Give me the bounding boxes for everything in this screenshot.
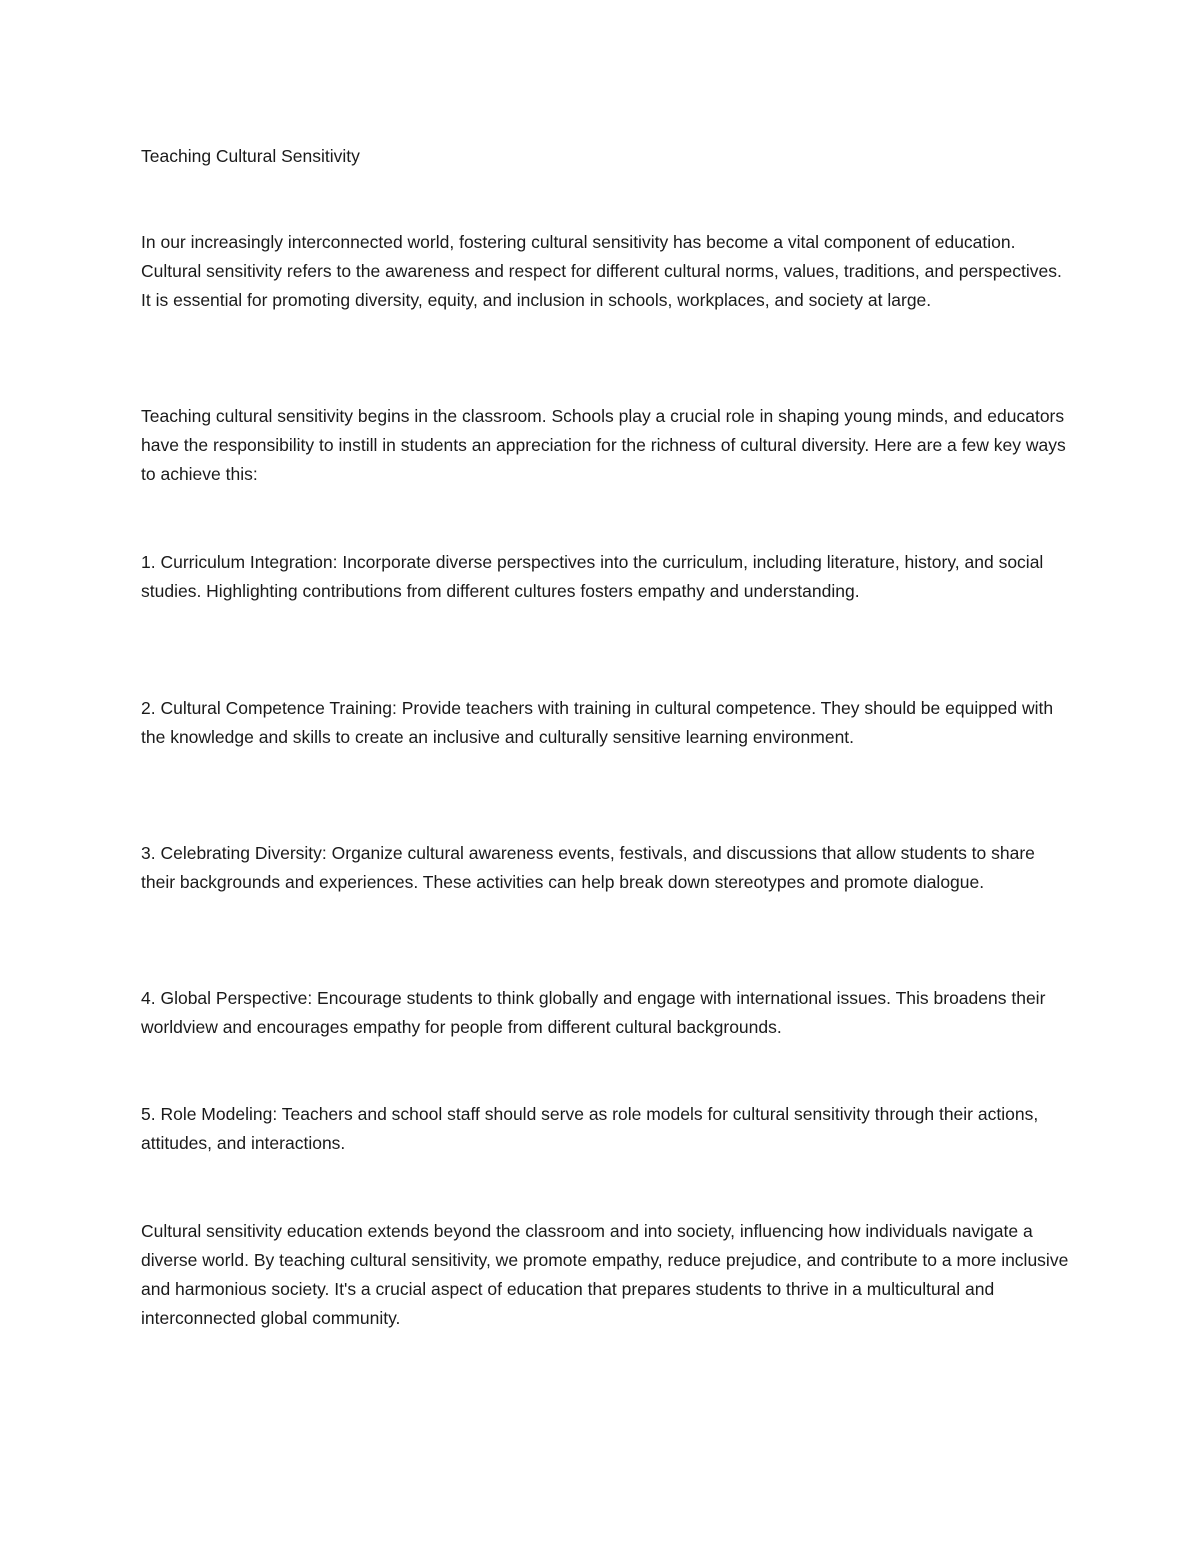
classroom-paragraph: Teaching cultural sensitivity begins in the classroom. Schools play a crucial role in shaping young minds, and educators have the responsibility to instill in students an appreciation for the richness of cultural diversity. Here are a few key ways to achieve this: [141, 406, 1066, 484]
list-item-role-modeling: 5. Role Modeling: Teachers and school staff should serve as role models for cultural sensitivity through their actions, attitudes, and interactions. [141, 1104, 1039, 1153]
conclusion-paragraph: Cultural sensitivity education extends beyond the classroom and into society, influencing how individuals navigate a diverse world. By teaching cultural sensitivity, we promote empathy, reduce prejudice, and contribute to a more inclusive and harmonious society. It's a crucial aspect of education that prepares students to thrive in a multicultural and interconnected global community. [141, 1221, 1069, 1328]
list-item-celebrating-diversity: 3. Celebrating Diversity: Organize cultural awareness events, festivals, and discussions that allow students to share their backgrounds and experiences. These activities can help break down stereotypes and promote dialogue. [141, 843, 1035, 892]
list-item-cultural-competence-training: 2. Cultural Competence Training: Provide teachers with training in cultural competence. They should be equipped with the knowledge and skills to create an inclusive and culturally sensitive learning environment. [141, 698, 1054, 747]
intro-paragraph: In our increasingly interconnected world, fostering cultural sensitivity has become a vital component of education. Cultural sensitivity refers to the awareness and respect for different cultural norms, values, traditions, and perspectives. It is essential for promoting diversity, equity, and inclusion in schools, workplaces, and society at large. [141, 232, 1062, 310]
list-item-curriculum-integration: 1. Curriculum Integration: Incorporate diverse perspectives into the curriculum, including literature, history, and social studies. Highlighting contributions from different cultures fosters empathy and understanding. [141, 552, 1044, 601]
document-title: Teaching Cultural Sensitivity [141, 146, 360, 166]
list-item-global-perspective: 4. Global Perspective: Encourage students to think globally and engage with international issues. This broadens their worldview and encourages empathy for people from different cultural backgrounds. [141, 988, 1046, 1037]
